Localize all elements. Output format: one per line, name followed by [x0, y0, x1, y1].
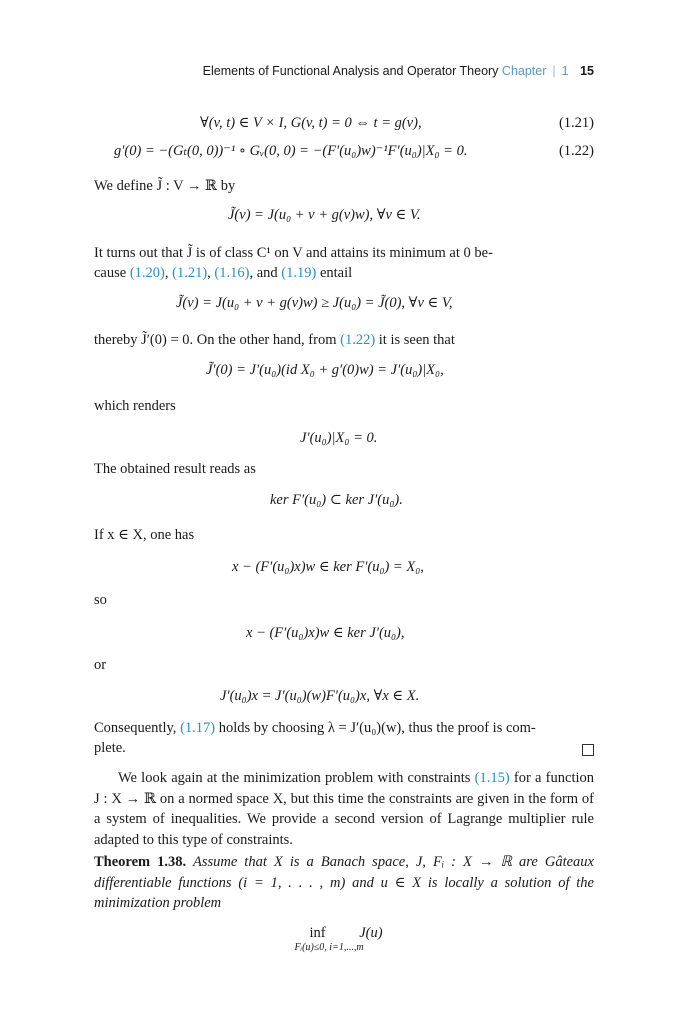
- theorem-title: Theorem 1.38.: [94, 854, 187, 870]
- consequently-line: [94, 720, 594, 737]
- obtained-text: The obtained result reads as: [94, 461, 256, 477]
- jprime-zero: J′(u₀)|X₀ = 0.: [300, 430, 378, 446]
- text-span: for a function J : X → ℝ on a normed space X, but this time the constraints are given in the form of a system of inequalities. We provide a second version of Lagrange multiplier rule adapted to this type of constraints.: [94, 770, 595, 848]
- text-span: holds by choosing λ = J′(u₀)(w), thus the proof is com-: [215, 720, 536, 736]
- ref-1-16[interactable]: (1.16): [214, 265, 250, 281]
- equation-1-22: g′(0) = −(Gₜ(0, 0))⁻¹ ∘ Gᵥ(0, 0) = −(F′(u₀)w)⁻¹F′(u₀)|X₀ = 0.: [114, 143, 468, 159]
- running-header: [0, 64, 594, 78]
- header-separator: |: [552, 64, 556, 78]
- turns-out-line-1: It turns out that J̃ is of class C¹ on V and attains its minimum at 0 be-: [94, 245, 493, 261]
- inf-subscript: Fᵢ(u)≤0, i=1,...,m: [294, 942, 364, 953]
- or-text: or: [94, 657, 107, 673]
- thereby-line: [94, 332, 594, 349]
- chapter-label: Chapter: [501, 64, 547, 78]
- constraints-paragraph: [94, 768, 594, 850]
- x-in-kerJ: x − (F′(u₀)x)w ∈ ker J′(u₀),: [246, 625, 405, 641]
- text-span: Consequently,: [94, 720, 181, 736]
- ref-1-15[interactable]: (1.15): [474, 770, 510, 786]
- ref-1-19[interactable]: (1.19): [281, 265, 317, 281]
- ref-1-21[interactable]: (1.21): [172, 265, 208, 281]
- theorem-1-38: [94, 852, 594, 914]
- inf-operator: inf: [309, 925, 326, 941]
- qed-square-icon: [582, 744, 594, 756]
- we-define-text: We define J̃ : V → ℝ by: [94, 178, 236, 194]
- inf-block: [0, 925, 682, 942]
- theorem-body: Assume that X is a Banach space, J, Fᵢ : X → ℝ are Gâteaux differentiable functions (i = 1, . . . , m) and u ∈ X is locally a solution of the minimization problem: [94, 854, 594, 911]
- text-span: thereby J̃′(0) = 0. On the other hand, from: [94, 332, 341, 348]
- kernel-inclusion: ker F′(u₀) ⊂ ker J′(u₀).: [270, 492, 403, 508]
- x-in-kerF: x − (F′(u₀)x)w ∈ ker F′(u₀) = X₀,: [232, 559, 424, 575]
- jtilde-derivative: J̃′(0) = J′(u₀)(id X₀ + g′(0)w) = J′(u₀)|X₀,: [206, 362, 444, 378]
- if-x-text: If x ∈ X, one has: [94, 527, 195, 543]
- text-span: entail: [316, 265, 353, 281]
- equation-number-1-21: (1.21): [558, 115, 594, 131]
- jtilde-inequality: J̃(v) = J(u₀ + v + g(v)w) ≥ J(u₀) = J̃(0), ∀v ∈ V,: [176, 295, 453, 311]
- so-text: so: [94, 592, 107, 608]
- text-span: cause: [94, 265, 130, 281]
- ref-1-20[interactable]: (1.20): [129, 265, 165, 281]
- equation-1-21: ∀(v, t) ∈ V × I, G(v, t) = 0 ⇔ t = g(v),: [200, 115, 422, 131]
- ref-1-17[interactable]: (1.17): [180, 720, 216, 736]
- jtilde-definition: J̃(v) = J(u₀ + v + g(v)w), ∀v ∈ V.: [228, 207, 421, 223]
- final-equation: J′(u₀)x = J′(u₀)(w)F′(u₀)x, ∀x ∈ X.: [220, 688, 420, 704]
- text-span: it is seen that: [375, 332, 455, 348]
- text-span: ,: [164, 265, 173, 281]
- chapter-number: 1: [561, 64, 569, 78]
- text-span: , and: [249, 265, 282, 281]
- text-span: ,: [207, 265, 215, 281]
- equation-number-1-22: (1.22): [558, 143, 594, 159]
- turns-out-line-2: [94, 265, 594, 282]
- which-renders-text: which renders: [94, 398, 176, 414]
- consequently-end: plete.: [94, 740, 126, 756]
- book-title: Elements of Functional Analysis and Operator Theory: [202, 64, 499, 78]
- text-span: We look again at the minimization problem with constraints: [118, 770, 475, 786]
- page-number: 15: [580, 64, 594, 78]
- ref-1-22[interactable]: (1.22): [340, 332, 376, 348]
- inf-objective: J(u): [359, 925, 383, 941]
